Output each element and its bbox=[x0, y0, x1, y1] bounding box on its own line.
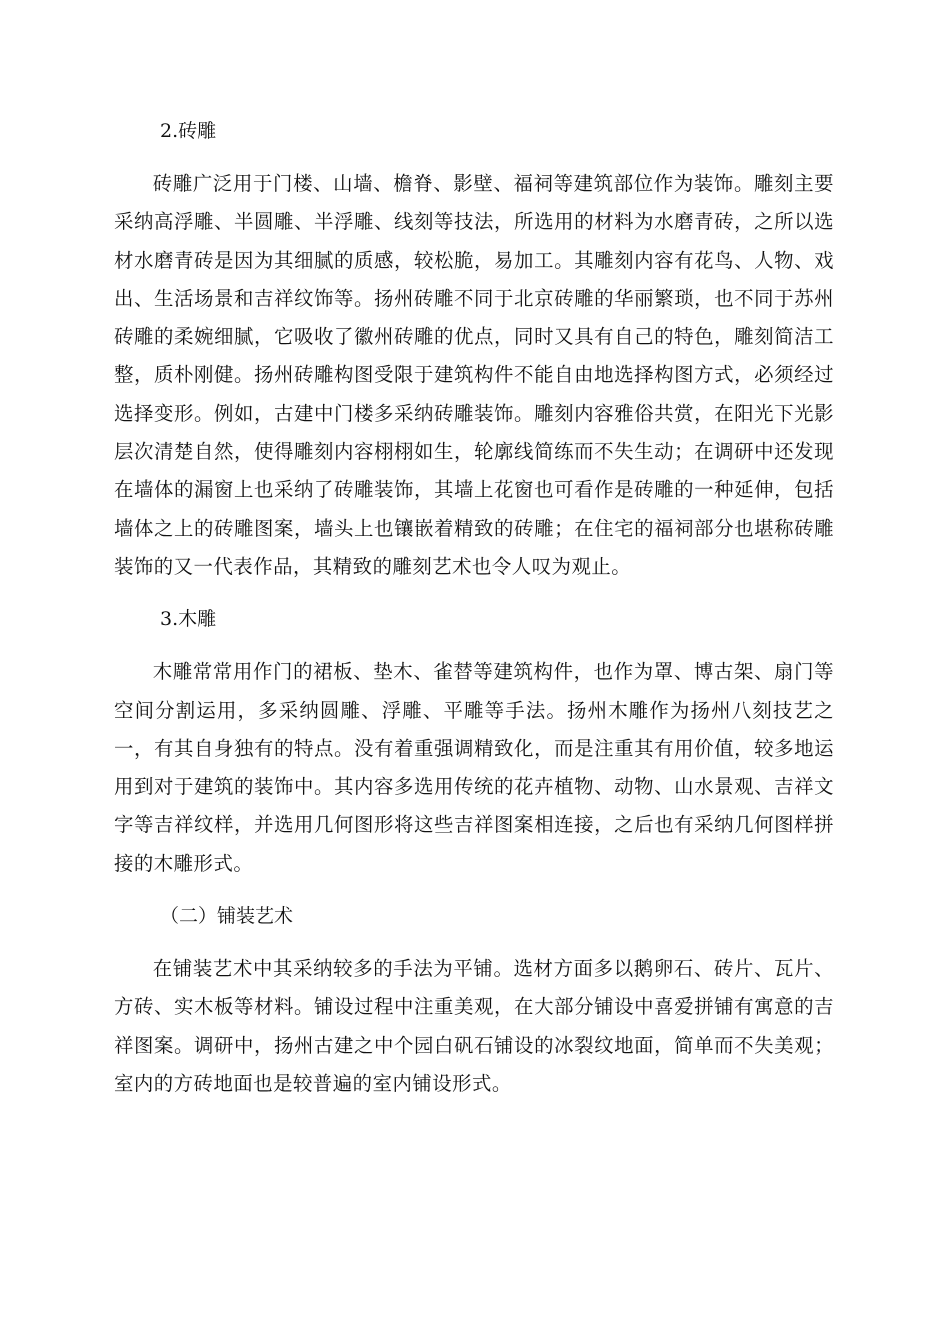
document-body bbox=[114, 112, 834, 1103]
section-heading-brick-carving: 2.砖雕 bbox=[160, 120, 217, 142]
spacer bbox=[114, 150, 834, 165]
spacer bbox=[114, 638, 834, 653]
paragraph-brick-carving: 砖雕广泛用于门楼、山墙、檐脊、影壁、福祠等建筑部位作为装饰。雕刻主要采纳高浮雕、半圆雕、半浮雕、线刻等技法，所选用的材料为水磨青砖，之所以选材水磨青砖是因为其细腻的质感，较松脆，易加工。其雕刻内容有花鸟、人物、戏出、生活场景和吉祥纹饰等。扬州砖雕不同于北京砖雕的华丽繁琐，也不同于苏州砖雕的柔婉细腻，它吸收了徽州砖雕的优点，同时又具有自己的特色，雕刻简洁工整，质朴刚健。扬州砖雕构图受限于建筑构件不能自由地选择构图方式，必须经过选择变形。例如，古建中门楼多采纳砖雕装饰。雕刻内容雅俗共赏，在阳光下光影层次清楚自然，使得雕刻内容栩栩如生，轮廓线简练而不失生动；在调研中还发现在墙体的漏窗上也采纳了砖雕装饰，其墙上花窗也可看作是砖雕的一种延伸，包括墙体之上的砖雕图案，墙头上也镶嵌着精致的砖雕；在住宅的福祠部分也堪称砖雕装饰的又一代表作品，其精致的雕刻艺术也令人叹为观止。 bbox=[114, 172, 834, 578]
section-heading-paving-art: （二）铺装艺术 bbox=[160, 905, 294, 928]
section-heading-wood-carving: 3.木雕 bbox=[160, 608, 217, 631]
spacer bbox=[114, 935, 834, 950]
paragraph-wood-carving: 木雕常常用作门的裙板、垫木、雀替等建筑构件，也作为罩、博古架、扇门等空间分割运用，多采纳圆雕、浮雕、平雕等手法。扬州木雕作为扬州八刻技艺之一，有其自身独有的特点。没有着重强调精致化，而是注重其有用价值，较多地运用到对于建筑的装饰中。其内容多选用传统的花卉植物、动物、山水景观、吉祥文字等吉祥纹样，并选用几何图形将这些吉祥图案相连接，之后也有采纳几何图样拼接的木雕形式。 bbox=[114, 660, 834, 875]
spacer bbox=[114, 586, 834, 600]
paragraph-paving-art: 在铺装艺术中其采纳较多的手法为平铺。选材方面多以鹅卵石、砖片、瓦片、方砖、实木板等材料。铺设过程中注重美观，在大部分铺设中喜爱拼铺有寓意的吉祥图案。调研中，扬州古建之中个园白矾石铺设的冰裂纹地面，简单而不失美观；室内的方砖地面也是较普遍的室内铺设形式。 bbox=[114, 957, 834, 1095]
spacer bbox=[114, 883, 834, 897]
